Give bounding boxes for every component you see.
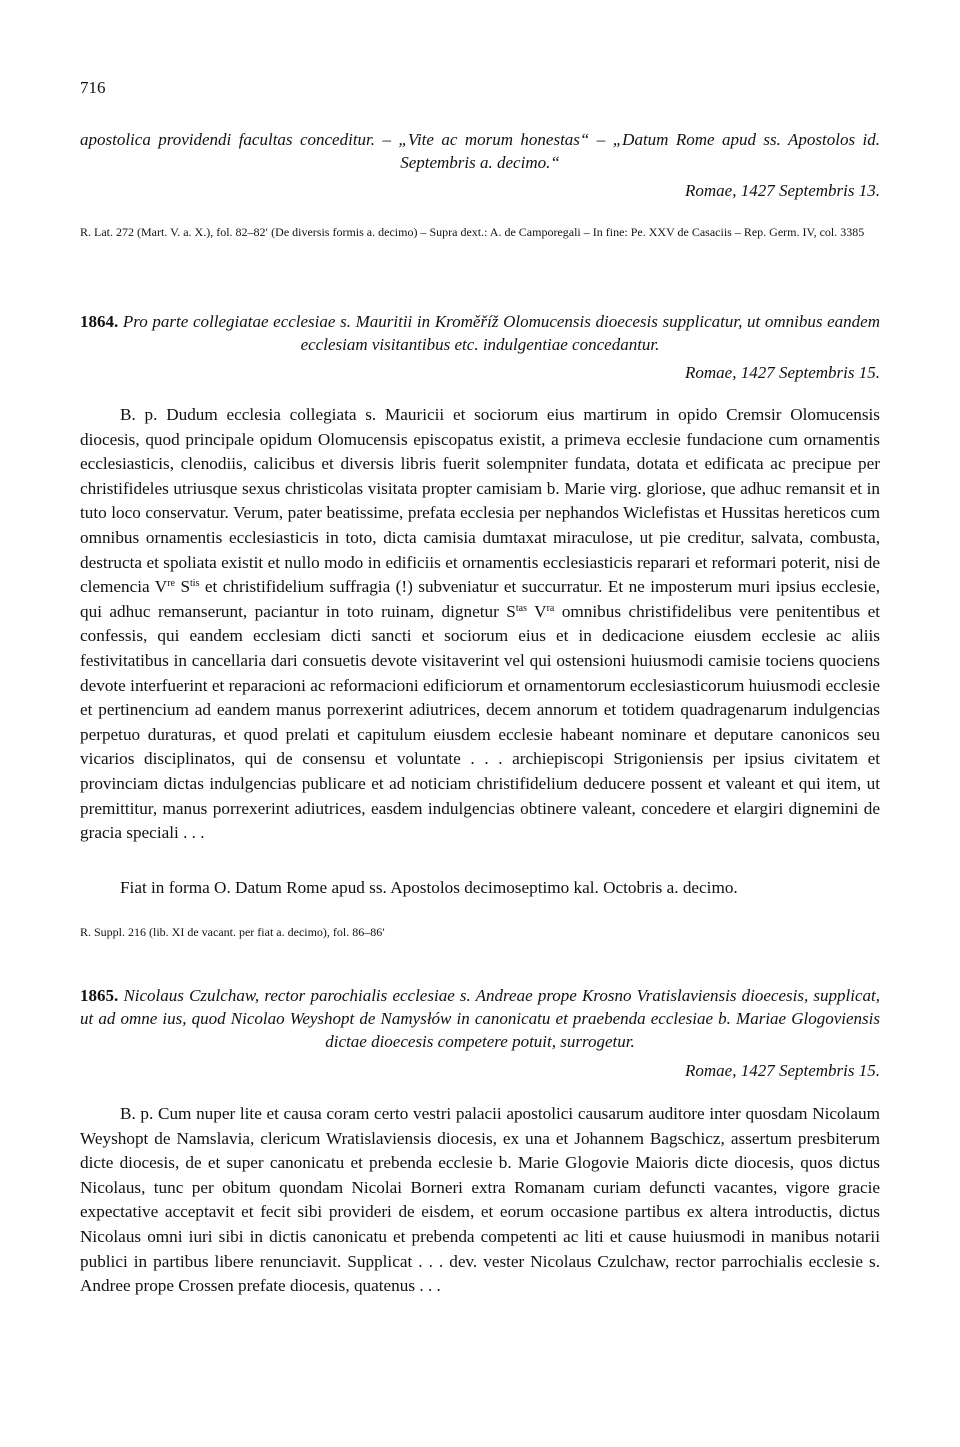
entry-1864-body-part: S [175,577,191,597]
entry-1864-body [80,403,880,846]
superscript-abbrev: tis [190,578,200,590]
entry-1865-date: Romae, 1427 Septembris 15. [684,1061,880,1080]
entry-1865-heading [80,984,880,1053]
entry-1864-date: Romae, 1427 Septembris 15. [684,363,880,382]
intro-text: apostolica providendi facultas conceditur. – „Vite ac morum honestas“ – „Datum Rome apud ss. Apostolos id. Septembris a. decimo.“ [80,130,880,172]
entry-1864-number: 1864. [80,312,119,331]
superscript-abbrev: tas [515,602,527,614]
entry-1864-body-part: omnibus christifidelibus vere penitentibus et confessis, qui eandem ecclesiam dicti sancti et sociorum eius et in dedicacione eiusdem ecclesie ac aliis festivitatibus in cancellaria dari consuetis devote visitaverint vel qui ostensioni huiusmodi camisie tociens quociens devote interfuerint et reparacioni ac reformacioni edificiorum et ornamentorum ecclesiasticorum huiusmodi ecclesie et pertinencium ad eandem manus porrexerint adiutrices, decem annorum et totidem quadragenarum indulgencias perpetuo duraturas, et quod prelati et capitulum eiusdem ecclesie habeant nominare et deputare canonicos seu vicarios disciplinatos, qui de consensu et voluntate . . . archiepiscopi Strigoniensis per ipsius civitatem et provinciam dictas indulgencias publicare et ad noticiam christifidelium deducere possent et valeant et qui item, ut premittitur, manus porrexerint adiutrices, easdem indulgencias obtinere valeant, concedere et elargiri dignemini de gracia speciali . . . [80,601,880,843]
entry-1865-title: Nicolaus Czulchaw, rector parochialis ecclesiae s. Andreae prope Krosno Vratislaviensis dioecesis, supplicat, ut ad omne ius, quod Nicolao Weyshopt de Namysłów in canonicatu et praebenda ecclesiae b. Mariae Glogoviensis dictae dioecesis competere potuit, surrogetur. [80,986,880,1051]
book-page [80,0,880,1447]
entry-1865-body: B. p. Cum nuper lite et causa coram certo vestri palacii apostolici causarum auditore inter quosdam Nicolaum Weyshopt de Namslavia, clericum Wratislaviensis diocesis, ex una et Johannem Bagschicz, assertum presbiterum dicte diocesis, de et super canonicatu et prebenda ecclesie b. Marie Glogovie Maioris dicte diocesis, quos dictus Nicolaus, tunc per obitum quondam Nicolai Borneri extra Romanam curiam defuncti vacantes, vigore gracie expectative acceptavit et fecit sibi provideri de eisdem, et eorum occasione partibus ex altera introductis, dictus Nicolaus omni iuri sibi in dictis canonicatu et prebenda competenti ac liti et cause huiusmodi in manibus notarii publici in partibus libere renunciavit. Supplicat . . . dev. vester Nicolaus Czulchaw, rector parrochialis ecclesie s. Andree prope Crossen prefate diocesis, quatenus . . . [80,1104,880,1296]
entry-1864-body-part: B. p. Dudum ecclesia collegiata s. Mauricii et sociorum eius martirum in opido Cremsir Olomucensis diocesis, quod principale opidum Olomucensis episcopatus existit, a primeva ecclesie fundacione cum ornamentis ecclesiasticis, clenodiis, calicibus et diversis libris fuerit solempniter fundata, dotata et edificata ac precipue per christifideles utriusque sexus christicolas visitata propter camisiam b. Marie virg. gloriose, que adhuc remansit et in tuto loco conservatur. Verum, pater beatissime, prefata ecclesia per nephandos Wiclefistas et Hussitas hereticos cum omnibus ornamentis ecclesiasticis in toto, dicta camisia dumtaxat miraculose, ut pie creditur, salvata, combusta, destructa et spoliata existit et nullo modo in edificiis et ornamentis ecclesiasticis reparari et reformari poterit, nisi de clemencia V [80,405,880,597]
page-number: 716 [80,78,106,97]
entry-1864-body-part: V [526,601,547,621]
superscript-abbrev: ra [546,602,555,614]
entry-1864-source-note: R. Suppl. 216 (lib. XI de vacant. per fiat a. decimo), fol. 86–86′ [80,925,385,939]
intro-date: Romae, 1427 Septembris 13. [684,181,880,200]
entry-1864-fiat: Fiat in forma O. Datum Rome apud ss. Apostolos decimoseptimo kal. Octobris a. decimo. [120,878,738,897]
entry-1864-body-part: et christifidelium suffragia (!) subveniatur et succurratur. Et ne imposterum muri ipsius ecclesie, qui adhuc remanserunt, paciantur in toto ruinam, dignetur S [80,577,880,621]
intro-source-note: R. Lat. 272 (Mart. V. a. X.), fol. 82–82′ (De diversis formis a. decimo) – Supra dext.: A. de Camporegali – In fine: Pe. XXV de Casaciis – Rep. Germ. IV, col. 3385 [80,225,865,239]
entry-1864-heading [80,310,880,356]
entry-1865-number: 1865. [80,986,119,1005]
entry-1864-title: Pro parte collegiatae ecclesiae s. Mauritii in Kroměříž Olomucensis dioecesis supplicatur, ut omnibus eandem ecclesiam visitantibus etc. indulgentiae concedantur. [122,312,880,354]
superscript-abbrev: re [167,578,175,590]
